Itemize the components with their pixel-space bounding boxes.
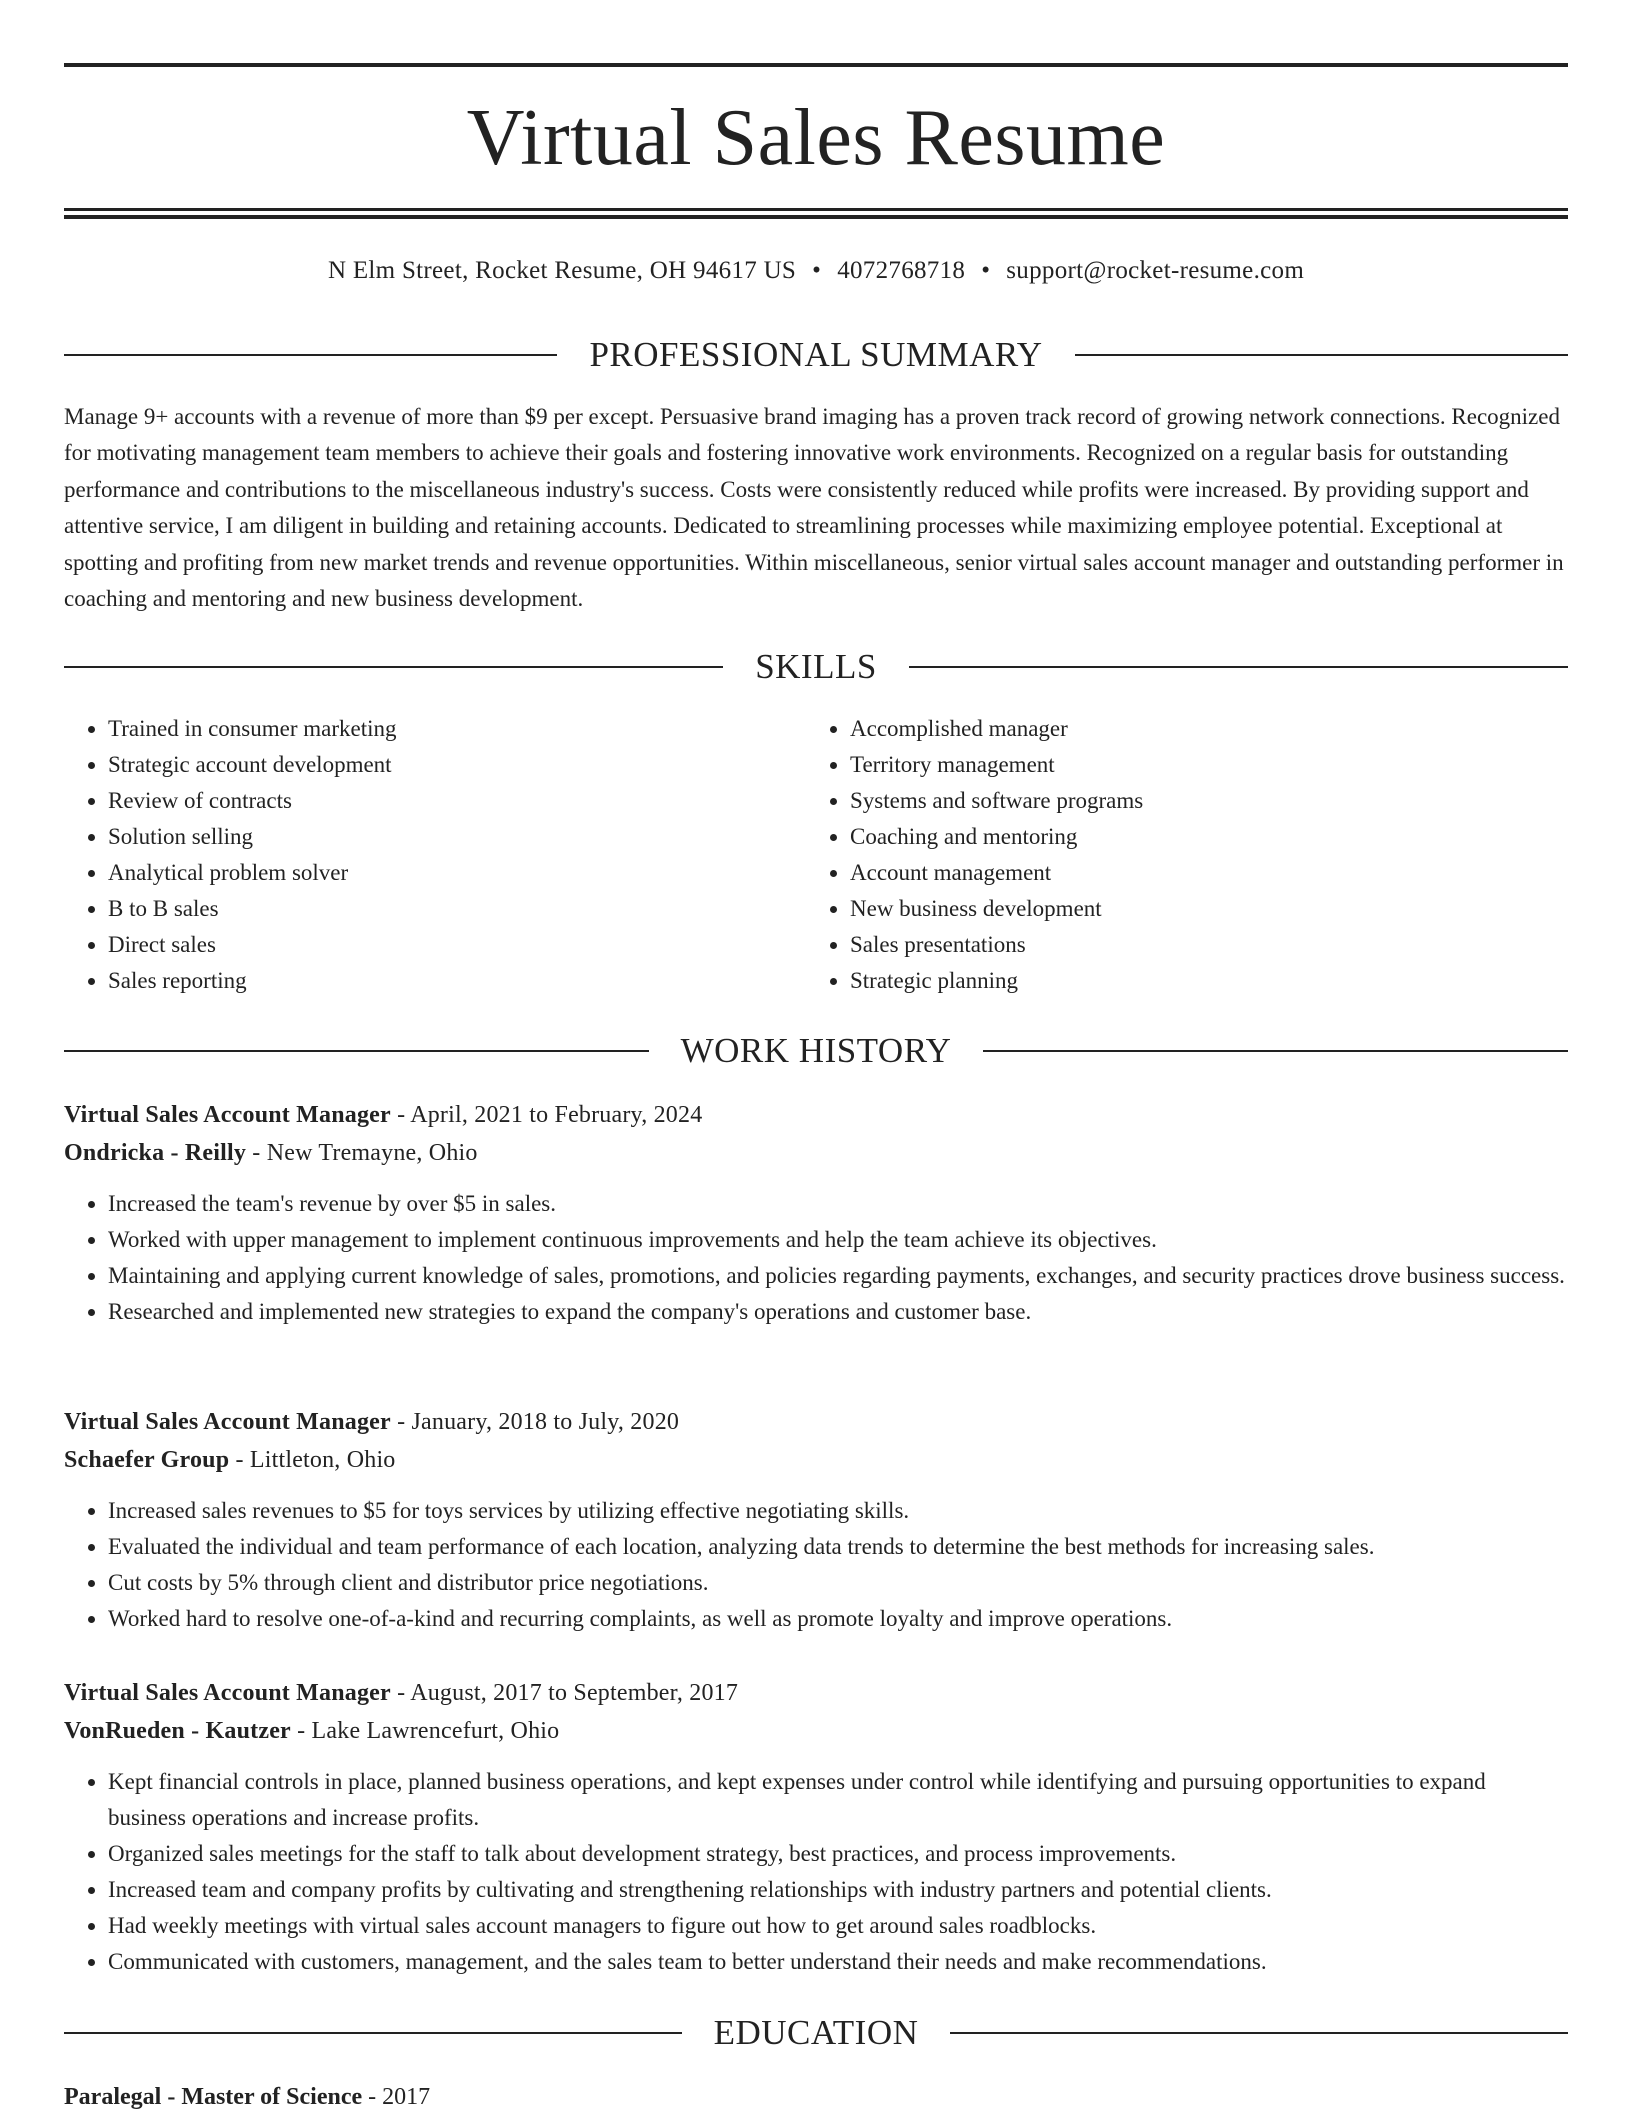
job-title: Virtual Sales Account Manager (64, 1102, 391, 1128)
summary-section-header (64, 333, 1568, 377)
skills-heading: SKILLS (755, 647, 877, 686)
job-entry (64, 1674, 1568, 1980)
job-company: Ondricka - Reilly (64, 1140, 247, 1166)
job-entry (64, 1403, 1568, 1637)
education-field: Paralegal (64, 2084, 162, 2110)
job-title: Virtual Sales Account Manager (64, 1680, 391, 1706)
dash: - (297, 1718, 306, 1744)
skills-column-right (806, 711, 1568, 999)
title-divider-lower (64, 215, 1568, 219)
job-bullet: • Organized sales meetings for the staff to talk about development strategy, best practices, and process improvements. (108, 1836, 1568, 1872)
skill-item: • Sales reporting (108, 963, 806, 999)
job-company-line (64, 1441, 1568, 1479)
job-bullets (64, 1764, 1568, 1980)
job-dates: April, 2021 to February, 2024 (410, 1102, 703, 1128)
job-bullet: • Communicated with customers, management, and the sales team to better understand their needs and make recommendations. (108, 1944, 1568, 1980)
job-location: Littleton, Ohio (249, 1447, 396, 1473)
job-dates: January, 2018 to July, 2020 (411, 1409, 680, 1435)
resume-title: Virtual Sales Resume (466, 94, 1166, 182)
skill-item: • Accomplished manager (850, 711, 1568, 747)
skill-item: • New business development (850, 891, 1568, 927)
section-rule-left (64, 666, 723, 668)
section-rule-right (909, 666, 1568, 668)
skill-item: • Trained in consumer marketing (108, 711, 806, 747)
job-title: Virtual Sales Account Manager (64, 1409, 391, 1435)
job-company: Schaefer Group (64, 1447, 230, 1473)
job-bullet: • Increased the team's revenue by over $5 in sales. (108, 1186, 1568, 1222)
skills-column-left (64, 711, 806, 999)
dash: - (368, 2084, 377, 2110)
title-divider-upper (64, 208, 1568, 211)
skill-item: • Territory management (850, 747, 1568, 783)
job-bullet: • Increased team and company profits by cultivating and strengthening relationships with industry partners and potential clients. (108, 1872, 1568, 1908)
dash: - (397, 1680, 406, 1706)
education-year: 2017 (382, 2084, 431, 2110)
job-title-line (64, 1674, 1568, 1712)
contact-email: support@rocket-resume.com (1006, 257, 1305, 284)
skill-item: • Strategic planning (850, 963, 1568, 999)
summary-heading: PROFESSIONAL SUMMARY (589, 335, 1043, 374)
education-heading: EDUCATION (713, 2013, 919, 2052)
section-rule-left (64, 1050, 649, 1052)
skill-item: • Account management (850, 855, 1568, 891)
job-bullet: • Had weekly meetings with virtual sales account managers to figure out how to get around sales roadblocks. (108, 1908, 1568, 1944)
work-section-header (64, 1029, 1568, 1073)
job-location: Lake Lawrencefurt, Ohio (311, 1718, 560, 1744)
job-bullet: • Evaluated the individual and team performance of each location, analyzing data trends to determine the best methods for increasing sales. (108, 1529, 1568, 1565)
section-rule-left (64, 354, 557, 356)
contact-separator: • (981, 257, 991, 284)
skill-item: • Sales presentations (850, 927, 1568, 963)
top-divider (64, 63, 1568, 67)
dash: - (397, 1409, 406, 1435)
job-bullets (64, 1186, 1568, 1330)
job-dates: August, 2017 to September, 2017 (410, 1680, 739, 1706)
work-heading: WORK HISTORY (680, 1031, 952, 1070)
skill-item: • Analytical problem solver (108, 855, 806, 891)
education-entry (64, 2078, 1568, 2116)
dash: - (397, 1102, 406, 1128)
job-bullet: • Maintaining and applying current knowledge of sales, promotions, and policies regarding payments, exchanges, and security practices drove business success. (108, 1258, 1568, 1294)
job-company-line (64, 1712, 1568, 1750)
skill-item: • Review of contracts (108, 783, 806, 819)
job-bullets (64, 1493, 1568, 1637)
skill-item: • Direct sales (108, 927, 806, 963)
job-company: VonRueden - Kautzer (64, 1718, 291, 1744)
skill-item: • Strategic account development (108, 747, 806, 783)
job-entry (64, 1096, 1568, 1330)
contact-phone: 4072768718 (837, 257, 966, 284)
education-section-header (64, 2011, 1568, 2055)
job-bullet: • Worked hard to resolve one-of-a-kind and recurring complaints, as well as promote loyalty and improve operations. (108, 1601, 1568, 1637)
job-company-line (64, 1134, 1568, 1172)
contact-line (64, 254, 1568, 288)
dash: - (252, 1140, 261, 1166)
job-title-line (64, 1403, 1568, 1441)
job-location: New Tremayne, Ohio (266, 1140, 478, 1166)
contact-address: N Elm Street, Rocket Resume, OH 94617 US (327, 257, 797, 284)
skill-item: • Systems and software programs (850, 783, 1568, 819)
job-bullet: • Cut costs by 5% through client and distributor price negotiations. (108, 1565, 1568, 1601)
job-bullet: • Kept financial controls in place, planned business operations, and kept expenses under control while identifying and pursuing opportunities to expand business operations and increase profits. (108, 1764, 1568, 1836)
section-rule-right (950, 2032, 1568, 2034)
job-title-line (64, 1096, 1568, 1134)
contact-separator: • (812, 257, 822, 284)
job-bullet: • Worked with upper management to implement continuous improvements and help the team achieve its objectives. (108, 1222, 1568, 1258)
education-degree: Master of Science (181, 2084, 363, 2110)
skill-item: • Solution selling (108, 819, 806, 855)
dash: - (167, 2084, 176, 2110)
job-bullet: • Increased sales revenues to $5 for toys services by utilizing effective negotiating skills. (108, 1493, 1568, 1529)
dash: - (235, 1447, 244, 1473)
job-bullet: • Researched and implemented new strategies to expand the company's operations and customer base. (108, 1294, 1568, 1330)
section-rule-left (64, 2032, 682, 2034)
skill-item: • Coaching and mentoring (850, 819, 1568, 855)
summary-text: Manage 9+ accounts with a revenue of more than $9 per except. Persuasive brand imaging has a proven track record of growing network connections. Recognized for motivating management team members to achieve their goals and fostering innovative work environments. Recognized on a regular basis for outstanding performance and contributions to the miscellaneous industry's success. Costs were consistently reduced while profits were increased. By providing support and attentive service, I am diligent in building and retaining accounts. Dedicated to streamlining processes while maximizing employee potential. Exceptional at spotting and profiting from new market trends and revenue opportunities. Within miscellaneous, senior virtual sales account manager and outstanding performer in coaching and mentoring and new business development. (64, 404, 1564, 612)
skill-item: • B to B sales (108, 891, 806, 927)
section-rule-right (1075, 354, 1568, 356)
skills-section-header (64, 645, 1568, 689)
section-rule-right (983, 1050, 1568, 1052)
